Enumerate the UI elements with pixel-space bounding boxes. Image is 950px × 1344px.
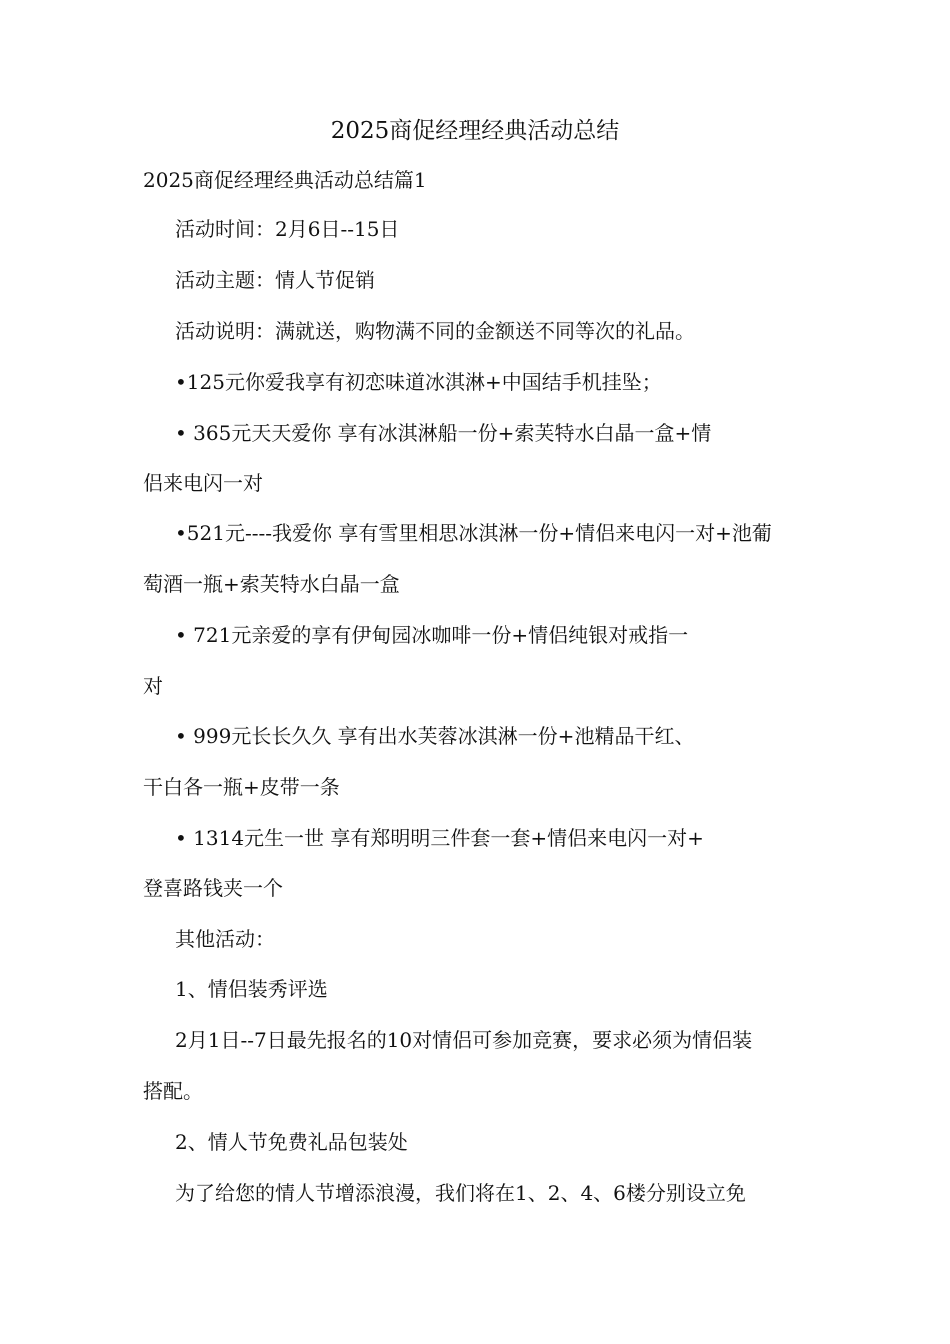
activity-theme: 活动主题：情人节促销: [175, 268, 375, 292]
bullet-item-721-continued: 对: [143, 674, 163, 698]
activity-time: 活动时间：2月6日--15日: [175, 217, 400, 241]
item1-title: 1、情侣装秀评选: [175, 977, 328, 1001]
item2-title: 2、情人节免费礼品包装处: [175, 1130, 408, 1154]
activity-description: 活动说明：满就送，购物满不同的金额送不同等次的礼品。: [175, 319, 695, 343]
item1-body-continued: 搭配。: [143, 1079, 203, 1103]
bullet-item-521-continued: 萄酒一瓶+索芙特水白晶一盒: [143, 572, 400, 596]
other-activities-heading: 其他活动：: [175, 927, 275, 951]
bullet-item-1314: • 1314元生一世 享有郑明明三件套一套+情侣来电闪一对+: [175, 826, 704, 850]
bullet-item-999-continued: 干白各一瓶+皮带一条: [143, 775, 340, 799]
bullet-item-721: • 721元亲爱的享有伊甸园冰咖啡一份+情侣纯银对戒指一: [175, 623, 689, 647]
bullet-item-999: • 999元长长久久 享有出水芙蓉冰淇淋一份+池精品干红、: [175, 724, 695, 748]
bullet-item-125: •125元你爱我享有初恋味道冰淇淋+中国结手机挂坠；: [175, 370, 662, 394]
item1-body: 2月1日--7日最先报名的10对情侣可参加竞赛，要求必须为情侣装: [175, 1028, 753, 1052]
document-title: 2025商促经理经典活动总结: [330, 118, 620, 144]
bullet-item-365: • 365元天天爱你 享有冰淇淋船一份+索芙特水白晶一盒+情: [175, 421, 712, 445]
section-heading: 2025商促经理经典活动总结篇1: [143, 168, 427, 192]
bullet-item-521: •521元----我爱你 享有雪里相思冰淇淋一份+情侣来电闪一对+池葡: [175, 521, 772, 545]
bullet-item-365-continued: 侣来电闪一对: [143, 471, 263, 495]
bullet-item-1314-continued: 登喜路钱夹一个: [143, 876, 283, 900]
item2-body: 为了给您的情人节增添浪漫，我们将在1、2、4、6楼分别设立免: [175, 1181, 746, 1205]
